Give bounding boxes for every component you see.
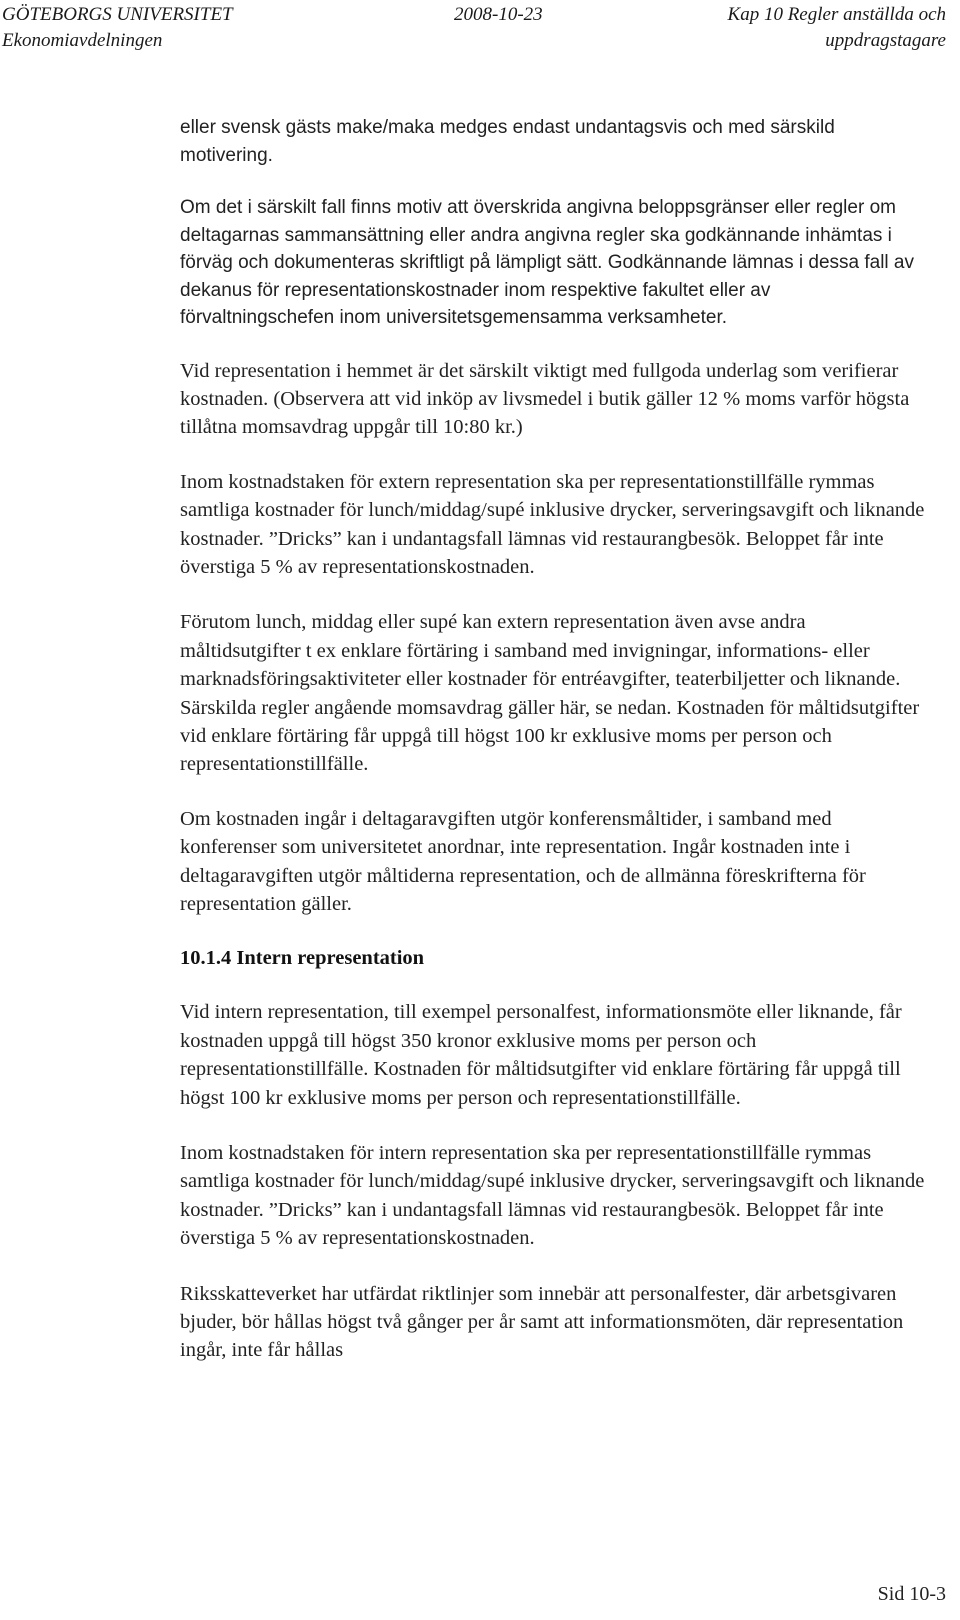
- paragraph-tax-agency-guidelines: Riksskatteverket har utfärdat riktlinjer som innebär att personalfester, där arbetsgivaren bjuder, bör hållas högst två gånger per år samt att informationsmöten, där representation ingår, inte får hållas: [180, 1282, 904, 1362]
- page-header: [0, 0, 960, 64]
- page-number: Sid 10-3: [877, 1583, 946, 1605]
- header-department: Ekonomiavdelningen: [2, 30, 163, 51]
- paragraph-conference-meals: Om kostnaden ingår i deltagaravgiften utgör konferensmåltider, i samband med konferenser som universitetet anordnar, inte representation. Ingår kostnaden inte i deltagaravgiften utgör måltiderna representation, och de allmänna föreskrifterna för representation gäller.: [180, 807, 866, 915]
- paragraph-home-representation: Vid representation i hemmet är det särskilt viktigt med fullgoda underlag som verifierar kostnaden. (Observera att vid inköp av livsmedel i butik gäller 12 % moms varför högsta tillåtna momsavdrag uppgår till 10:80 kr.): [180, 359, 910, 439]
- header-date: 2008-10-23: [454, 4, 543, 25]
- paragraph-internal-cost-cap: Inom kostnadstaken för intern representation ska per representationstillfälle rymmas samtliga kostnader för lunch/middag/supé inklusive drycker, serveringsavgift och liknande kostnader. ”Dricks” kan i undantagsfall lämnas vid restaurangbesök. Beloppet får inte överstiga 5 % av representationskostnaden.: [180, 1142, 925, 1250]
- paragraph-internal-cost-limit: Vid intern representation, till exempel personalfest, informationsmöte eller liknande, får kostnaden uppgå till högst 350 kronor exklusive moms per person och representationstillfälle. Kostnaden för måltidsutgifter vid enklare förtäring får uppgå till högst 100 kr exklusive moms per person och representationstillfälle.: [180, 1001, 902, 1109]
- section-heading-internal-representation: 10.1.4 Intern representation: [180, 947, 425, 970]
- document-body: [180, 114, 925, 1365]
- header-university: GÖTEBORGS UNIVERSITET: [2, 4, 233, 25]
- header-chapter-subtitle: uppdragstagare: [825, 30, 946, 51]
- header-chapter: [646, 2, 946, 54]
- paragraph-other-meal-expenses: Förutom lunch, middag eller supé kan extern representation även avse andra måltidsutgifter t ex enklare förtäring i samband med invigningar, informations- eller marknadsföringsaktiviteter eller kostnader för entréavgifter, teaterbiljetter och liknande. Särskilda regler angående momsavdrag gäller här, se nedan. Kostnaden för måltidsutgifter vid enklare förtäring får uppgå till högst 100 kr exklusive moms per person och representationstillfälle.: [180, 611, 920, 776]
- header-organization: [2, 2, 233, 54]
- paragraph-external-cost-cap: Inom kostnadstaken för extern representation ska per representationstillfälle rymmas samtliga kostnader för lunch/middag/supé inklusive drycker, serveringsavgift och liknande kostnader. ”Dricks” kan i undantagsfall lämnas vid restaurangbesök. Beloppet får inte överstiga 5 % av representationskostnaden.: [180, 470, 925, 578]
- paragraph-exceeding-limits: Om det i särskilt fall finns motiv att överskrida angivna beloppsgränser eller regler om deltagarnas sammansättning eller andra angivna regler ska godkännande inhämtas i förväg och dokumenteras skriftligt på lämpligt sätt. Godkännande lämnas i dessa fall av dekanus för representationskostnader inom respektive fakultet eller av förvaltningschefen inom universitetsgemensamma verksamheter.: [180, 197, 914, 328]
- paragraph-spouse-motivation: eller svensk gästs make/maka medges endast undantagsvis och med särskild motivering.: [180, 117, 835, 166]
- header-chapter-title: Kap 10 Regler anställda och: [727, 4, 946, 25]
